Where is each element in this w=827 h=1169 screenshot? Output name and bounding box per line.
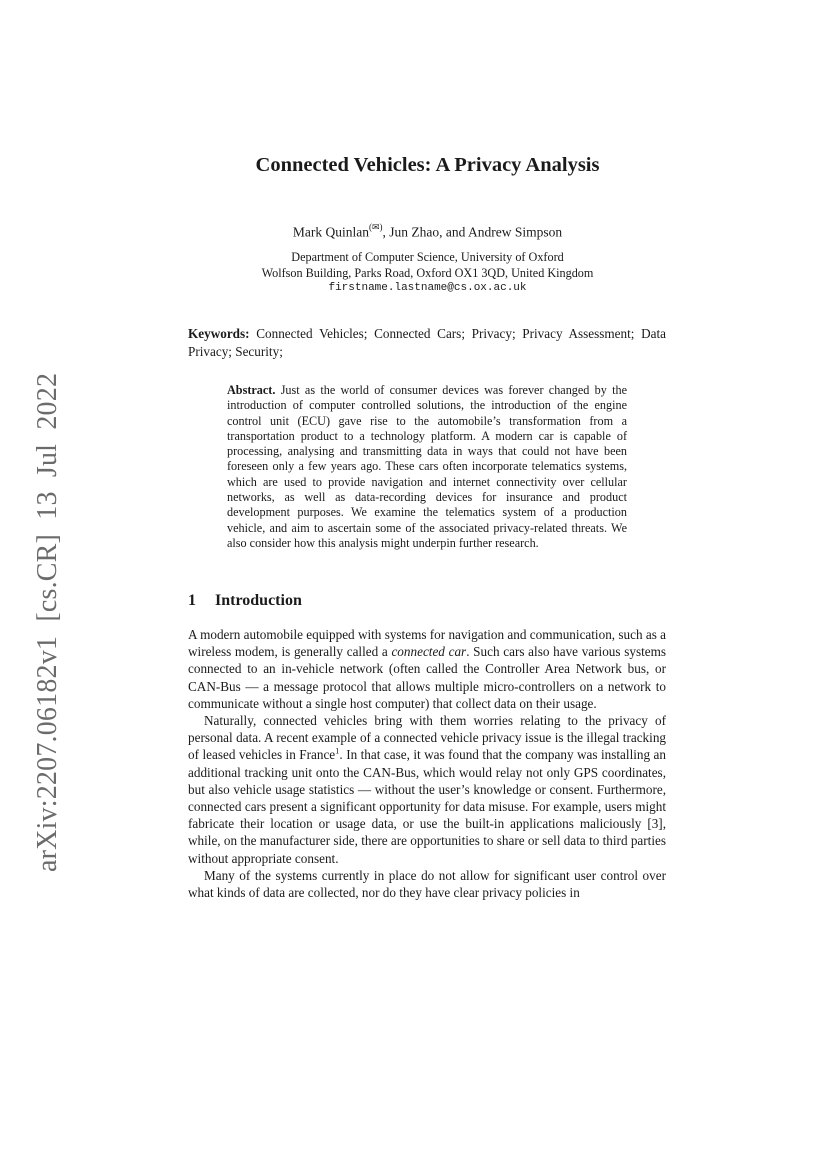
author-email: firstname.lastname@cs.ox.ac.uk (328, 282, 527, 294)
section-title: Introduction (215, 592, 302, 609)
paper-title: Connected Vehicles: A Privacy Analysis (255, 154, 600, 176)
arxiv-category: [cs.CR] (32, 533, 63, 622)
paragraph-1: A modern automobile equipped with systems for navigation and communication, such as a wireless modem, is generally called a connected car. Such cars also have various systems connected to an in-vehicle network (often called the Controller Area Network bus, or CAN-Bus — a message protocol that allows multiple micro-controllers on a network to communicate without a single host computer) that collect data on their usage. (188, 627, 666, 711)
section-heading (188, 592, 302, 610)
section-number: 1 (188, 592, 196, 609)
keywords-text: Connected Vehicles; Connected Cars; Privacy; Privacy Assessment; Data Privacy; Security; (188, 326, 667, 359)
body-text (188, 626, 666, 901)
arxiv-date: 13 Jul 2022 (32, 372, 63, 520)
paragraph-3: Many of the systems currently in place do not allow for significant user control over what kinds of data are collected, nor do they have clear privacy policies in (188, 867, 666, 901)
envelope-icon: (✉) (368, 222, 383, 232)
other-authors: , Jun Zhao, and Andrew Simpson (382, 224, 563, 240)
keywords-label: Keywords: (188, 326, 250, 341)
abstract-text: Just as the world of consumer devices was forever changed by the introduction of computer controlled solutions, the introduction of the engine control unit (ECU) gave rise to the automobile’s transformation from a transportation product to a technology platform. A modern car is capable of processing, analysing and transmitting data in ways that could not have been foreseen only a few years ago. These cars often incorporate telematics systems, which are used to provide navigation and internet connectivity over cellular networks, as well as data-recording devices for insurance and product development purposes. We examine the telematics system of a production vehicle, and aim to ascertain some of the associated privacy-related threats. We also consider how this analysis might underpin further research. (227, 383, 628, 550)
abstract-label: Abstract. (227, 383, 276, 397)
arxiv-sidebar-stamp (25, 372, 71, 872)
affiliation-block (0, 250, 827, 297)
affiliation-department: Department of Computer Science, University of Oxford (291, 250, 564, 264)
corresponding-author: Mark Quinlan (292, 224, 369, 240)
term-connected-car: connected car (391, 644, 467, 660)
author-list (0, 223, 827, 241)
abstract-block (227, 383, 627, 551)
paragraph-2: Naturally, connected vehicles bring with them worries relating to the privacy of personal data. A recent example of a connected vehicle privacy issue is the illegal tracking of leased vehicles in France$^1$. In that case, it was found that the company was installing an additional tracking unit onto the CAN-Bus, which would relay not only GPS coordinates, but also vehicle usage statistics — without the user’s knowledge or consent. Furthermore, connected cars present a significant opportunity for data misuse. For example, users might fabricate their location or usage data, or use the built-in applications maliciously [3], while, on the manufacturer side, there are opportunities to share or sell data to third parties without appropriate consent. (188, 713, 666, 866)
footnote-marker[interactable]: 1 (335, 746, 340, 757)
arxiv-id: arXiv:2207.06182v1 (32, 635, 63, 872)
keywords-block (188, 325, 666, 360)
affiliation-address: Wolfson Building, Parks Road, Oxford OX1 3QD, United Kingdom (261, 265, 594, 280)
